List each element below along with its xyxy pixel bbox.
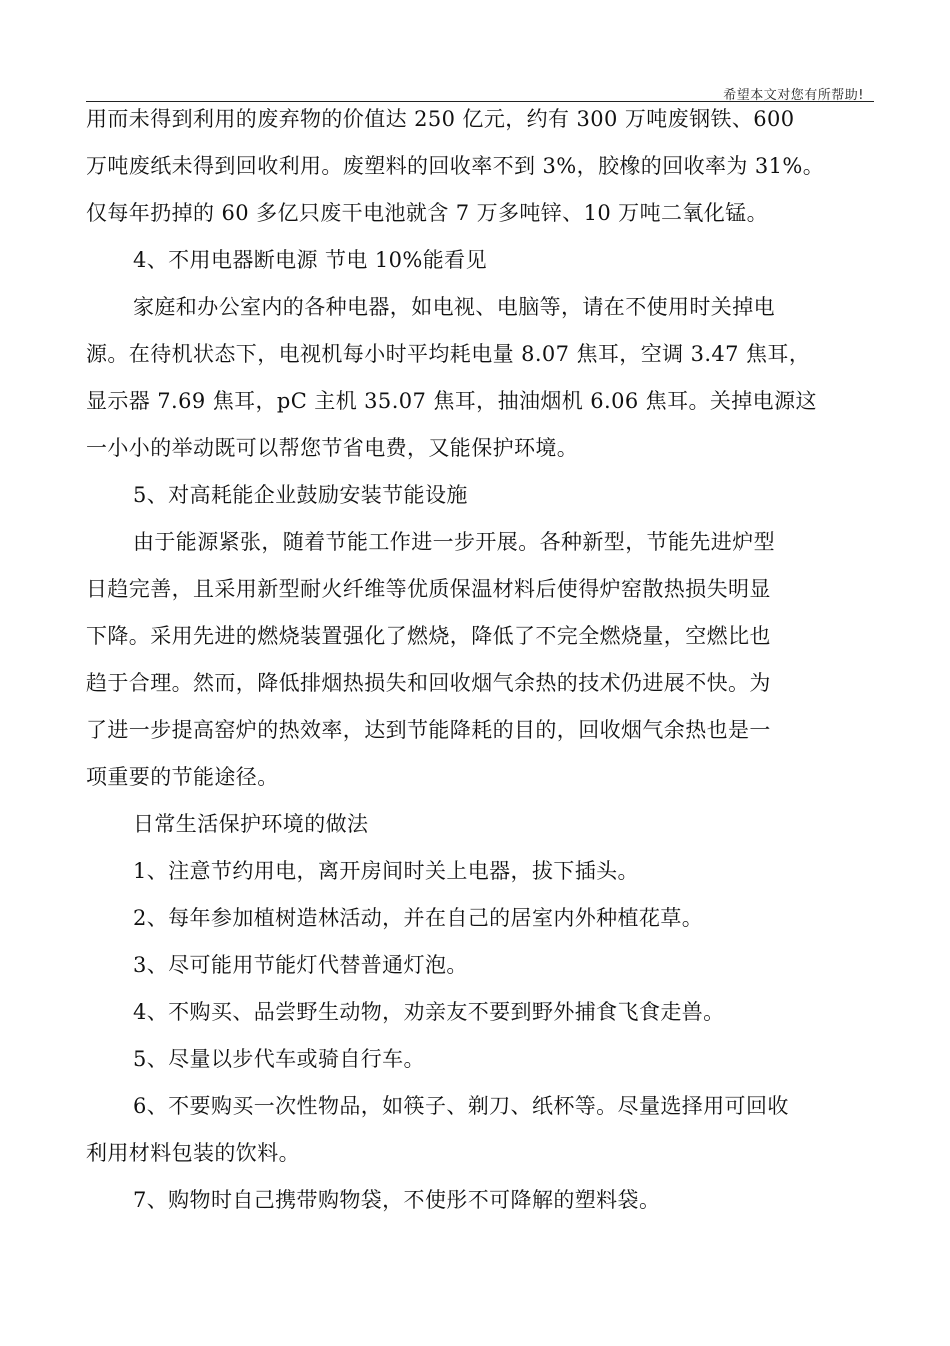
section-heading: 日常生活保护环境的做法 (133, 812, 369, 836)
text-line: 了进一步提高窑炉的热效率，达到节能降耗的目的，回收烟气余热也是一 (86, 718, 771, 742)
text-line: 显示器 7.69 焦耳，pC 主机 35.07 焦耳，抽油烟机 6.06 焦耳。关掉电源这 (86, 389, 817, 413)
text-line: 由于能源紧张，随着节能工作进一步开展。各种新型，节能先进炉型 (133, 530, 775, 554)
list-item: 1、注意节约用电，离开房间时关上电器，拔下插头。 (133, 859, 639, 883)
list-item-continuation: 利用材料包装的饮料。 (86, 1141, 300, 1165)
list-item: 3、尽可能用节能灯代替普通灯泡。 (133, 953, 468, 977)
list-item: 7、购物时自己携带购物袋，不使彤不可降解的塑料袋。 (133, 1188, 661, 1212)
text-line: 源。在待机状态下，电视机每小时平均耗电量 8.07 焦耳，空调 3.47 焦耳， (86, 342, 811, 366)
list-item: 4、不购买、品尝野生动物，劝亲友不要到野外捕食飞食走兽。 (133, 1000, 725, 1024)
list-item: 6、不要购买一次性物品，如筷子、剃刀、纸杯等。尽量选择用可回收 (133, 1094, 789, 1118)
text-line: 一小小的举动既可以帮您节省电费，又能保护环境。 (86, 436, 579, 460)
header-note: 希望本文对您有所帮助! (723, 88, 864, 103)
text-line: 万吨废纸未得到回收利用。废塑料的回收率不到 3%，胶橡的回收率为 31%。 (86, 154, 825, 178)
document-body (86, 96, 870, 1224)
section-heading: 4、不用电器断电源 节电 10%能看见 (133, 248, 487, 272)
list-item: 2、每年参加植树造林活动，并在自己的居室内外种植花草。 (133, 906, 704, 930)
text-line: 家庭和办公室内的各种电器，如电视、电脑等，请在不使用时关掉电 (133, 295, 775, 319)
list-item: 5、尽量以步代车或骑自行车。 (133, 1047, 425, 1071)
text-line: 趋于合理。然而，降低排烟热损失和回收烟气余热的技术仍进展不快。为 (86, 671, 771, 695)
text-line: 下降。采用先进的燃烧装置强化了燃烧，降低了不完全燃烧量，空燃比也 (86, 624, 771, 648)
text-line: 仅每年扔掉的 60 多亿只废干电池就含 7 万多吨锌、10 万吨二氧化锰。 (86, 201, 768, 225)
text-line: 日趋完善，且采用新型耐火纤维等优质保温材料后使得炉窑散热损失明显 (86, 577, 771, 601)
section-heading: 5、对高耗能企业鼓励安装节能设施 (133, 483, 468, 507)
text-line: 项重要的节能途径。 (86, 765, 279, 789)
text-line: 用而未得到利用的废弃物的价值达 250 亿元，约有 300 万吨废钢铁、600 (86, 107, 795, 131)
